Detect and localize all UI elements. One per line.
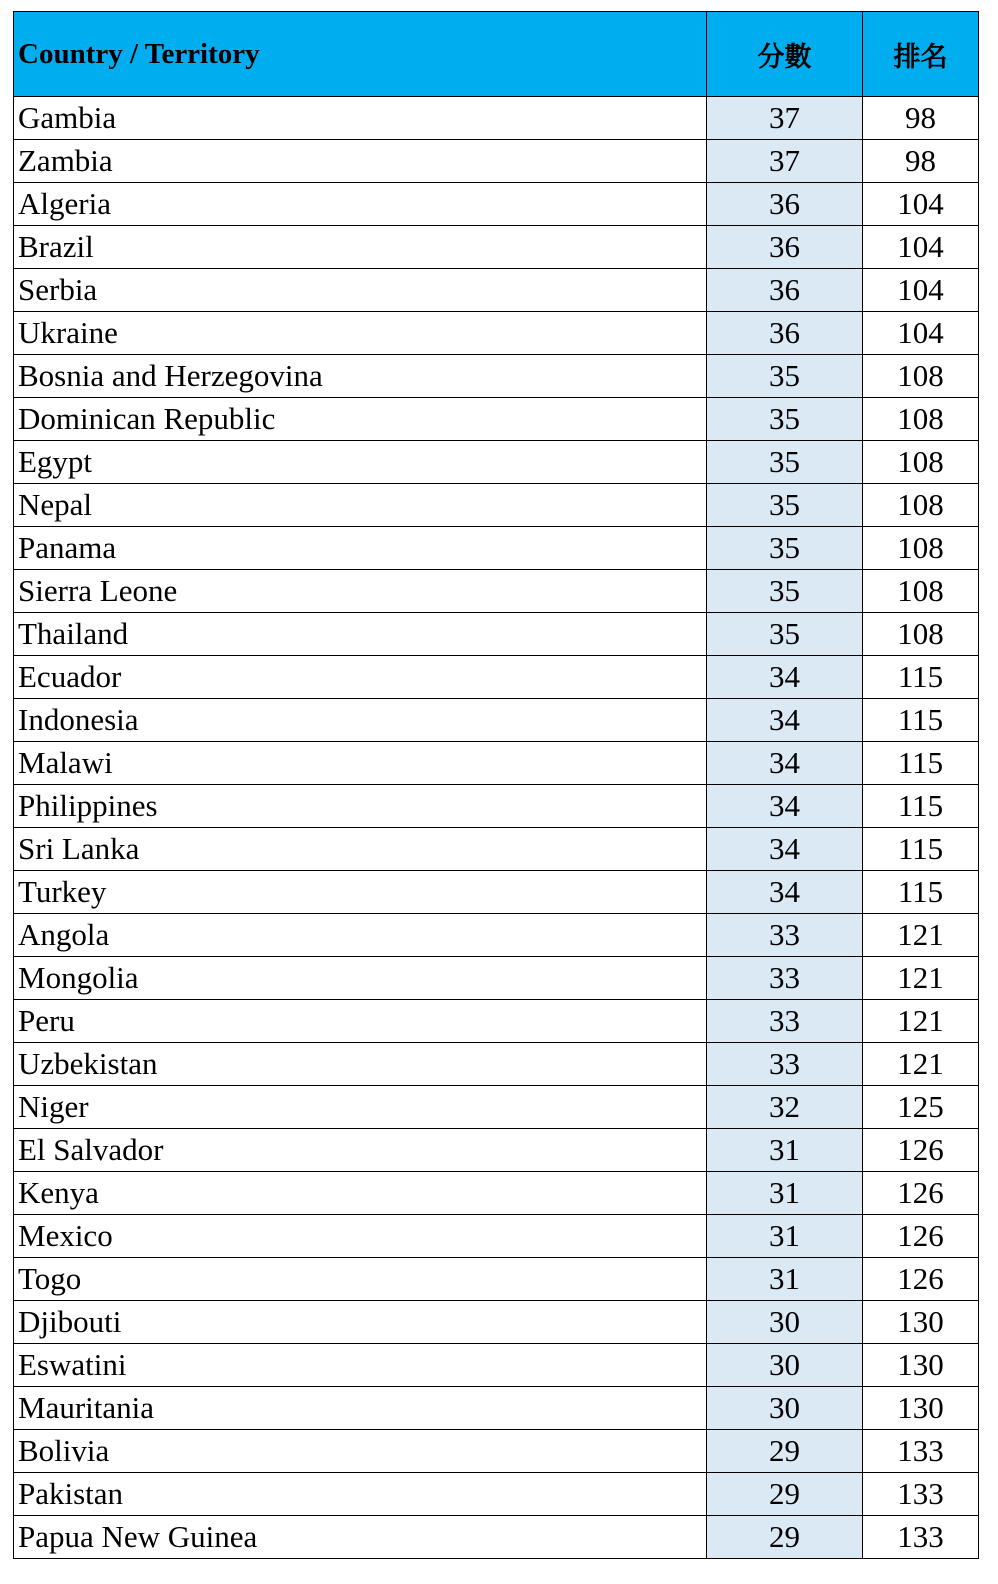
table-row [14,742,979,785]
cell-score: 35 [707,527,863,570]
cell-rank: 115 [863,828,979,871]
cell-score: 30 [707,1301,863,1344]
cell-rank: 126 [863,1129,979,1172]
cell-rank: 98 [863,97,979,140]
cell-rank: 133 [863,1516,979,1559]
table-row [14,1344,979,1387]
table-row [14,183,979,226]
cell-score: 35 [707,484,863,527]
cell-country: Mongolia [14,957,707,1000]
cell-country: Togo [14,1258,707,1301]
cell-country: Serbia [14,269,707,312]
cell-rank: 104 [863,226,979,269]
header-score: 分數 [707,12,863,97]
cell-country: Panama [14,527,707,570]
cell-score: 33 [707,957,863,1000]
cell-country: Pakistan [14,1473,707,1516]
cell-rank: 98 [863,140,979,183]
cell-score: 32 [707,1086,863,1129]
table-row [14,1215,979,1258]
cell-rank: 108 [863,355,979,398]
cell-country: Malawi [14,742,707,785]
table-row [14,828,979,871]
cell-country: Niger [14,1086,707,1129]
cell-rank: 125 [863,1086,979,1129]
header-rank: 排名 [863,12,979,97]
cell-score: 34 [707,656,863,699]
cell-rank: 104 [863,269,979,312]
cell-country: Peru [14,1000,707,1043]
cell-score: 35 [707,398,863,441]
cell-rank: 108 [863,527,979,570]
table-row [14,140,979,183]
cell-country: Thailand [14,613,707,656]
table-row [14,656,979,699]
cell-country: Djibouti [14,1301,707,1344]
table-row [14,1516,979,1559]
cell-rank: 115 [863,656,979,699]
table-row [14,570,979,613]
cell-score: 35 [707,355,863,398]
cell-score: 33 [707,914,863,957]
cell-rank: 108 [863,398,979,441]
cell-rank: 121 [863,914,979,957]
cell-score: 30 [707,1387,863,1430]
table-row [14,97,979,140]
cell-country: Philippines [14,785,707,828]
cell-rank: 126 [863,1258,979,1301]
cell-score: 34 [707,785,863,828]
cell-rank: 126 [863,1172,979,1215]
cell-country: Angola [14,914,707,957]
cell-country: Papua New Guinea [14,1516,707,1559]
cell-score: 35 [707,613,863,656]
table-row [14,441,979,484]
cell-score: 35 [707,441,863,484]
table-row [14,1129,979,1172]
table-row [14,484,979,527]
cell-score: 31 [707,1172,863,1215]
table-row [14,527,979,570]
table-row [14,1301,979,1344]
cell-country: Ecuador [14,656,707,699]
table-row [14,226,979,269]
table-row [14,957,979,1000]
cell-score: 35 [707,570,863,613]
cell-score: 34 [707,742,863,785]
cell-score: 37 [707,97,863,140]
cell-score: 31 [707,1215,863,1258]
cell-score: 34 [707,871,863,914]
cell-rank: 133 [863,1430,979,1473]
table-row [14,914,979,957]
table-row [14,871,979,914]
cell-country: Egypt [14,441,707,484]
cell-rank: 130 [863,1387,979,1430]
table-row [14,613,979,656]
cell-score: 29 [707,1473,863,1516]
cell-country: El Salvador [14,1129,707,1172]
table-row [14,699,979,742]
cell-rank: 130 [863,1344,979,1387]
cell-rank: 115 [863,742,979,785]
table-row [14,1086,979,1129]
cell-country: Uzbekistan [14,1043,707,1086]
cell-country: Kenya [14,1172,707,1215]
cell-rank: 133 [863,1473,979,1516]
cell-score: 29 [707,1430,863,1473]
cell-country: Mexico [14,1215,707,1258]
cell-score: 36 [707,312,863,355]
cell-rank: 121 [863,957,979,1000]
cell-rank: 108 [863,484,979,527]
cell-country: Nepal [14,484,707,527]
cell-score: 34 [707,828,863,871]
cell-country: Ukraine [14,312,707,355]
cell-score: 33 [707,1000,863,1043]
cell-country: Bosnia and Herzegovina [14,355,707,398]
cell-score: 37 [707,140,863,183]
cell-country: Bolivia [14,1430,707,1473]
cell-score: 36 [707,183,863,226]
cell-rank: 121 [863,1000,979,1043]
cell-score: 30 [707,1344,863,1387]
table-row [14,1473,979,1516]
table-row [14,1000,979,1043]
cell-country: Indonesia [14,699,707,742]
cell-country: Gambia [14,97,707,140]
table-row [14,312,979,355]
cell-country: Sierra Leone [14,570,707,613]
cell-score: 36 [707,226,863,269]
table-row [14,785,979,828]
cell-rank: 115 [863,699,979,742]
cell-rank: 115 [863,871,979,914]
cell-country: Zambia [14,140,707,183]
cell-score: 31 [707,1258,863,1301]
table-row [14,398,979,441]
table-row [14,1258,979,1301]
table-row [14,1387,979,1430]
cell-score: 36 [707,269,863,312]
header-row [14,12,979,97]
cell-rank: 126 [863,1215,979,1258]
table-row [14,1043,979,1086]
cell-rank: 108 [863,570,979,613]
cell-rank: 108 [863,613,979,656]
header-country: Country / Territory [14,12,707,97]
table-body [14,97,979,1559]
cell-rank: 130 [863,1301,979,1344]
cell-rank: 104 [863,312,979,355]
table-row [14,1430,979,1473]
cell-country: Algeria [14,183,707,226]
cell-country: Dominican Republic [14,398,707,441]
cell-score: 34 [707,699,863,742]
table-row [14,355,979,398]
cell-rank: 104 [863,183,979,226]
cell-rank: 108 [863,441,979,484]
cell-rank: 115 [863,785,979,828]
table-header [14,12,979,97]
cell-score: 33 [707,1043,863,1086]
cell-country: Eswatini [14,1344,707,1387]
cell-score: 29 [707,1516,863,1559]
cell-rank: 121 [863,1043,979,1086]
table-row [14,1172,979,1215]
cell-score: 31 [707,1129,863,1172]
ranking-table [13,11,979,1559]
cell-country: Sri Lanka [14,828,707,871]
cell-country: Brazil [14,226,707,269]
cell-country: Mauritania [14,1387,707,1430]
table-row [14,269,979,312]
cell-country: Turkey [14,871,707,914]
